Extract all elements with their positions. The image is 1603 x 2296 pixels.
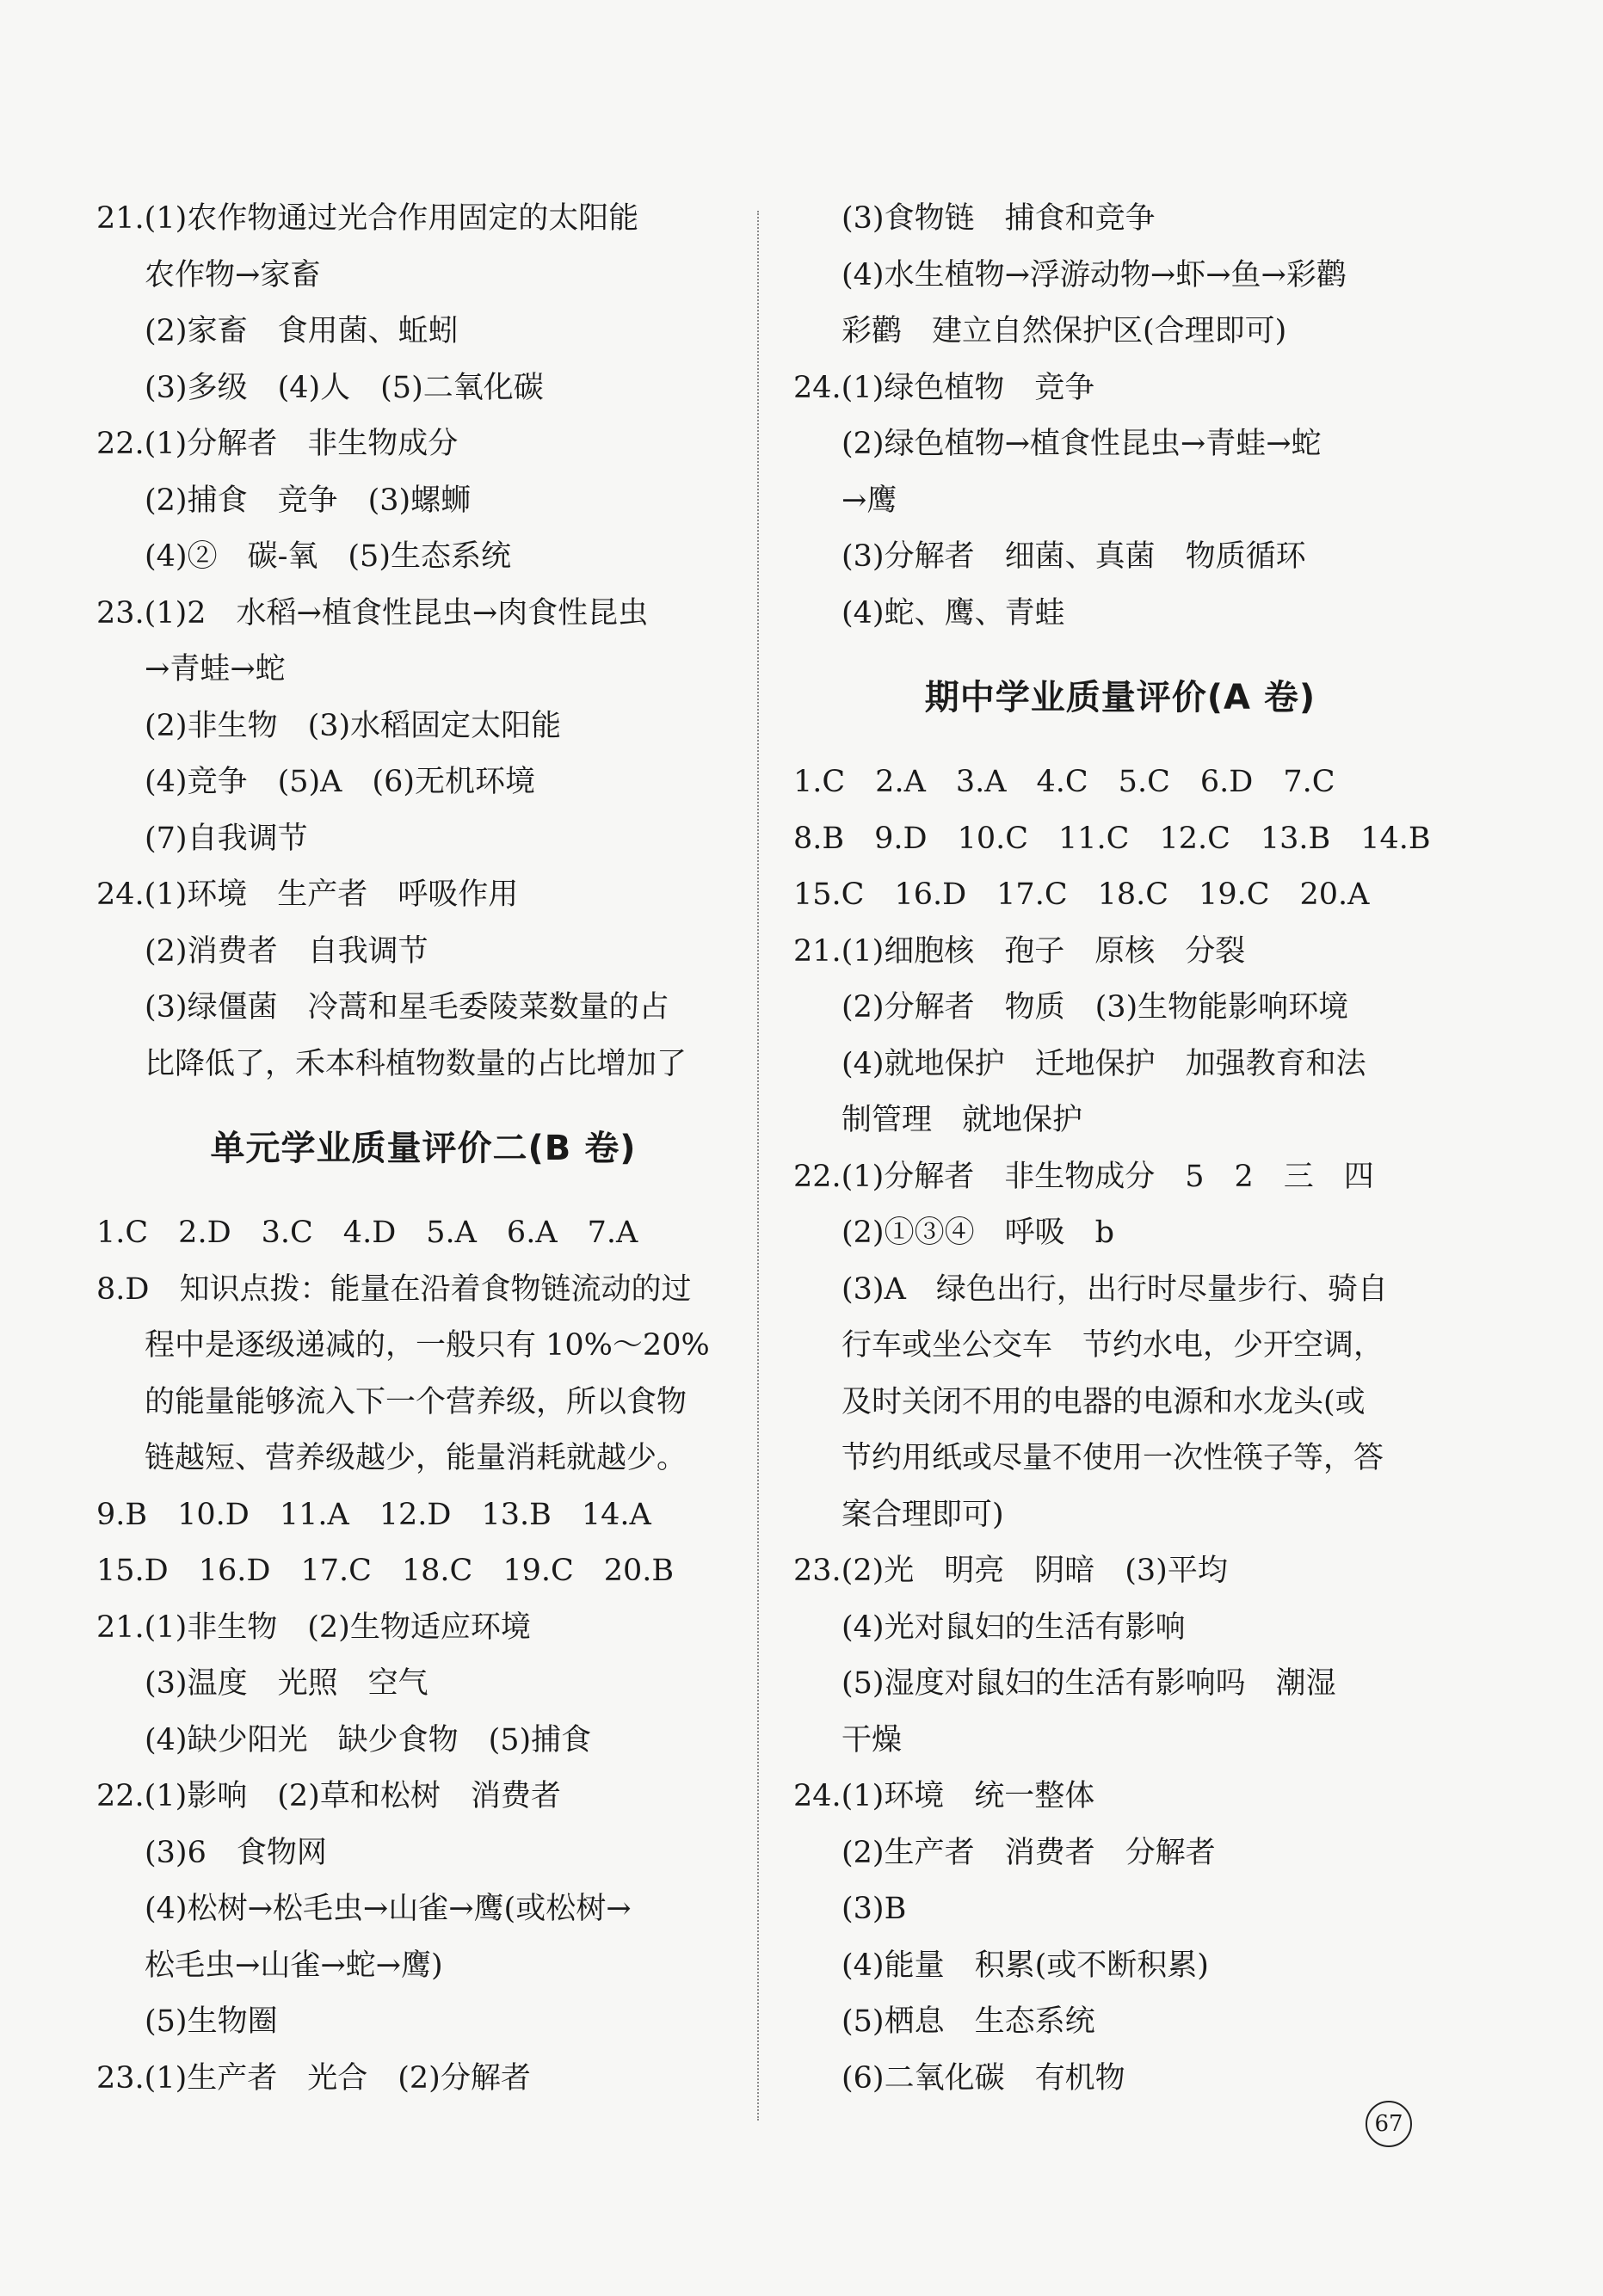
answer-line: 案合理即可)	[842, 1497, 1004, 1532]
answer-line: 比降低了，禾本科植物数量的占比增加了	[145, 1046, 687, 1081]
answer-line: (3)分解者 细菌、真菌 物质循环	[842, 539, 1306, 574]
answer-line: (3)绿僵菌 冷蒿和星毛委陵菜数量的占	[145, 990, 669, 1025]
answer-line: (2)消费者 自我调节	[145, 933, 428, 969]
answer-line: (7)自我调节	[145, 821, 308, 856]
answer-line: 的能量能够流入下一个营养级，所以食物	[145, 1384, 687, 1419]
answer-line: →鹰	[842, 483, 897, 518]
answer-line: 链越短、营养级越少，能量消耗就越少。	[145, 1441, 687, 1475]
answer-line: 22.(1)分解者 非生物成分	[96, 427, 459, 461]
answer-line: 22.(1)分解者 非生物成分 5 2 三 四	[793, 1159, 1374, 1194]
answer-line: (2)非生物 (3)水稻固定太阳能	[145, 708, 562, 743]
answer-line: (5)栖息 生态系统	[842, 2004, 1095, 2039]
answer-line: (4)蛇、鹰、青蛙	[842, 595, 1065, 631]
answer-line: (4)光对鼠妇的生活有影响	[842, 1610, 1186, 1645]
answer-line: (2)生产者 消费者 分解者	[842, 1835, 1216, 1870]
answer-line: 干燥	[842, 1722, 903, 1757]
answer-line: 23.(2)光 明亮 阴暗 (3)平均	[793, 1554, 1228, 1588]
answer-line: (3)6 食物网	[145, 1835, 327, 1870]
answer-line: 23.(1)生产者 光合 (2)分解者	[96, 2060, 531, 2096]
answer-line: 8.D 知识点拨：能量在沿着食物链流动的过	[96, 1271, 692, 1307]
answer-line: 1.C 2.D 3.C 4.D 5.A 6.A 7.A	[96, 1216, 638, 1250]
answer-line: →青蛙→蛇	[145, 652, 286, 686]
answer-line: (2)绿色植物→植食性昆虫→青蛙→蛇	[842, 427, 1322, 461]
answer-line: 松毛虫→山雀→蛇→鹰)	[145, 1948, 443, 1983]
answer-line: 24.(1)环境 生产者 呼吸作用	[96, 877, 519, 912]
answer-line: (3)A 绿色出行，出行时尽量步行、骑自	[842, 1271, 1388, 1307]
answer-line: (2)捕食 竞争 (3)螺蛳	[145, 483, 472, 518]
answer-line: (4)水生植物→浮游动物→虾→鱼→彩鹳	[842, 257, 1347, 292]
answer-line: 23.(1)2 水稻→植食性昆虫→肉食性昆虫	[96, 595, 649, 631]
answer-line: 节约用纸或尽量不使用一次性筷子等，答	[842, 1441, 1384, 1475]
answer-line: (3)B	[842, 1892, 907, 1926]
answer-line: (4)能量 积累(或不断积累)	[842, 1948, 1209, 1983]
answer-line: 24.(1)环境 统一整体	[793, 1779, 1095, 1813]
answer-line: 8.B 9.D 10.C 11.C 12.C 13.B 14.B	[793, 821, 1431, 856]
answer-line: 行车或坐公交车 节约水电，少开空调，	[842, 1328, 1384, 1363]
answer-line: 9.B 10.D 11.A 12.D 13.B 14.A	[96, 1497, 651, 1532]
answer-line: 21.(1)细胞核 孢子 原核 分裂	[793, 933, 1246, 969]
answer-line: (2)分解者 物质 (3)生物能影响环境	[842, 990, 1349, 1025]
answer-line: 15.C 16.D 17.C 18.C 19.C 20.A	[793, 877, 1370, 912]
page-number: 67	[1366, 2101, 1412, 2147]
answer-line: 农作物→家畜	[145, 257, 321, 292]
right-column	[793, 191, 1447, 2107]
answer-line: (4)就地保护 迁地保护 加强教育和法	[842, 1046, 1366, 1081]
answer-line: (3)多级 (4)人 (5)二氧化碳	[145, 370, 544, 405]
answer-line: (5)湿度对鼠妇的生活有影响吗 潮湿	[842, 1666, 1336, 1701]
section-heading: 期中学业质量评价(A 卷)	[924, 678, 1316, 717]
answer-line: (2)①③④ 呼吸 b	[842, 1216, 1114, 1250]
answer-line: 22.(1)影响 (2)草和松树 消费者	[96, 1779, 561, 1813]
answer-line: (3)温度 光照 空气	[145, 1666, 428, 1701]
answer-line: (4)竞争 (5)A (6)无机环境	[145, 765, 536, 799]
answer-line: (3)食物链 捕食和竞争	[842, 201, 1156, 236]
column-divider	[757, 211, 759, 2121]
answer-line: 21.(1)农作物通过光合作用固定的太阳能	[96, 201, 639, 236]
answer-line: (4)缺少阳光 缺少食物 (5)捕食	[145, 1722, 592, 1757]
answer-line: 彩鹳 建立自然保护区(合理即可)	[842, 314, 1287, 348]
answer-line: (2)家畜 食用菌、蚯蚓	[145, 314, 459, 348]
answer-line: 21.(1)非生物 (2)生物适应环境	[96, 1610, 531, 1645]
answer-line: 程中是逐级递减的，一般只有 10%～20%	[145, 1328, 710, 1363]
section-heading: 单元学业质量评价二(B 卷)	[210, 1129, 637, 1168]
answer-line: 15.D 16.D 17.C 18.C 19.C 20.B	[96, 1554, 675, 1588]
left-column	[96, 191, 750, 2107]
answer-line: 24.(1)绿色植物 竞争	[793, 370, 1095, 405]
answer-line: 制管理 就地保护	[842, 1103, 1083, 1137]
answer-line: (4)松树→松毛虫→山雀→鹰(或松树→	[145, 1892, 632, 1926]
answer-line: 1.C 2.A 3.A 4.C 5.C 6.D 7.C	[793, 765, 1335, 799]
answer-line: (6)二氧化碳 有机物	[842, 2060, 1125, 2096]
answer-line: 及时关闭不用的电器的电源和水龙头(或	[842, 1384, 1366, 1419]
answer-line: (4)② 碳-氧 (5)生态系统	[145, 539, 511, 574]
answer-line: (5)生物圈	[145, 2004, 278, 2039]
